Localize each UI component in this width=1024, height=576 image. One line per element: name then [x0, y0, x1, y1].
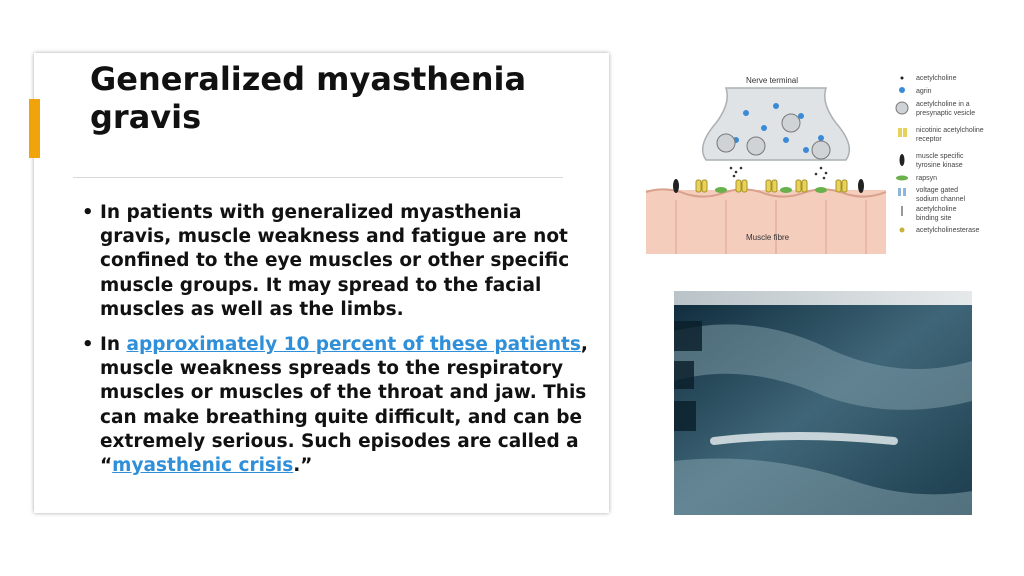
- myasthenic-crisis-link[interactable]: myasthenic crisis: [112, 455, 294, 477]
- neuromuscular-junction-diagram: [646, 68, 1010, 254]
- title-accent-bar: [29, 99, 40, 158]
- bullet-item: [78, 201, 588, 322]
- bullet-text: In patients with generalized myasthenia gravis, muscle weakness and fatigue are not confined to the eye muscles or other specific muscle groups. It may spread to the facial muscles as well as the limbs.: [100, 202, 570, 320]
- bullet-list: [78, 201, 588, 489]
- bullet-item: [78, 333, 588, 478]
- legend-nav-2: sodium channel: [916, 196, 966, 203]
- bullet-marker: •: [82, 334, 94, 356]
- legend-vesicle: acetylcholine in a: [916, 101, 970, 108]
- bullet-text-tail: .”: [293, 455, 313, 477]
- legend-ache: acetylcholinesterase: [916, 227, 980, 234]
- bullet-text-mid: , muscle weakness spreads to the respiratory muscles or muscles of the throat and jaw. This can make breathing quite difficult, and can be extremely serious. Such episodes are called a “: [100, 334, 588, 477]
- legend-agrin: agrin: [916, 88, 932, 95]
- xray-image: [674, 291, 972, 515]
- legend-nav: voltage gated: [916, 187, 959, 194]
- legend-nachr-2: receptor: [916, 136, 942, 143]
- legend-musk-2: tyrosine kinase: [916, 162, 963, 169]
- vesicle: [717, 134, 735, 152]
- title-divider: [73, 177, 563, 178]
- legend-binding-site: acetylcholine: [916, 206, 957, 213]
- muscle-fibre-label: Muscle fibre: [746, 233, 790, 242]
- bullet-text-lead: In: [100, 334, 127, 356]
- legend-musk: muscle specific: [916, 153, 964, 160]
- legend-acetylcholine: acetylcholine: [916, 75, 957, 82]
- legend-vesicle-2: presynaptic vesicle: [916, 110, 976, 117]
- bullet-marker: •: [82, 202, 94, 223]
- muscle-fibre: [646, 190, 886, 254]
- legend-nachr: nicotinic acetylcholine: [916, 127, 984, 134]
- percent-link[interactable]: approximately 10 percent of these patients: [126, 334, 581, 356]
- slide-title: Generalized myasthenia gravis: [90, 60, 527, 136]
- legend-binding-site-2: binding site: [916, 215, 952, 222]
- legend-rapsyn: rapsyn: [916, 175, 938, 182]
- nerve-terminal-label: Nerve terminal: [746, 76, 799, 85]
